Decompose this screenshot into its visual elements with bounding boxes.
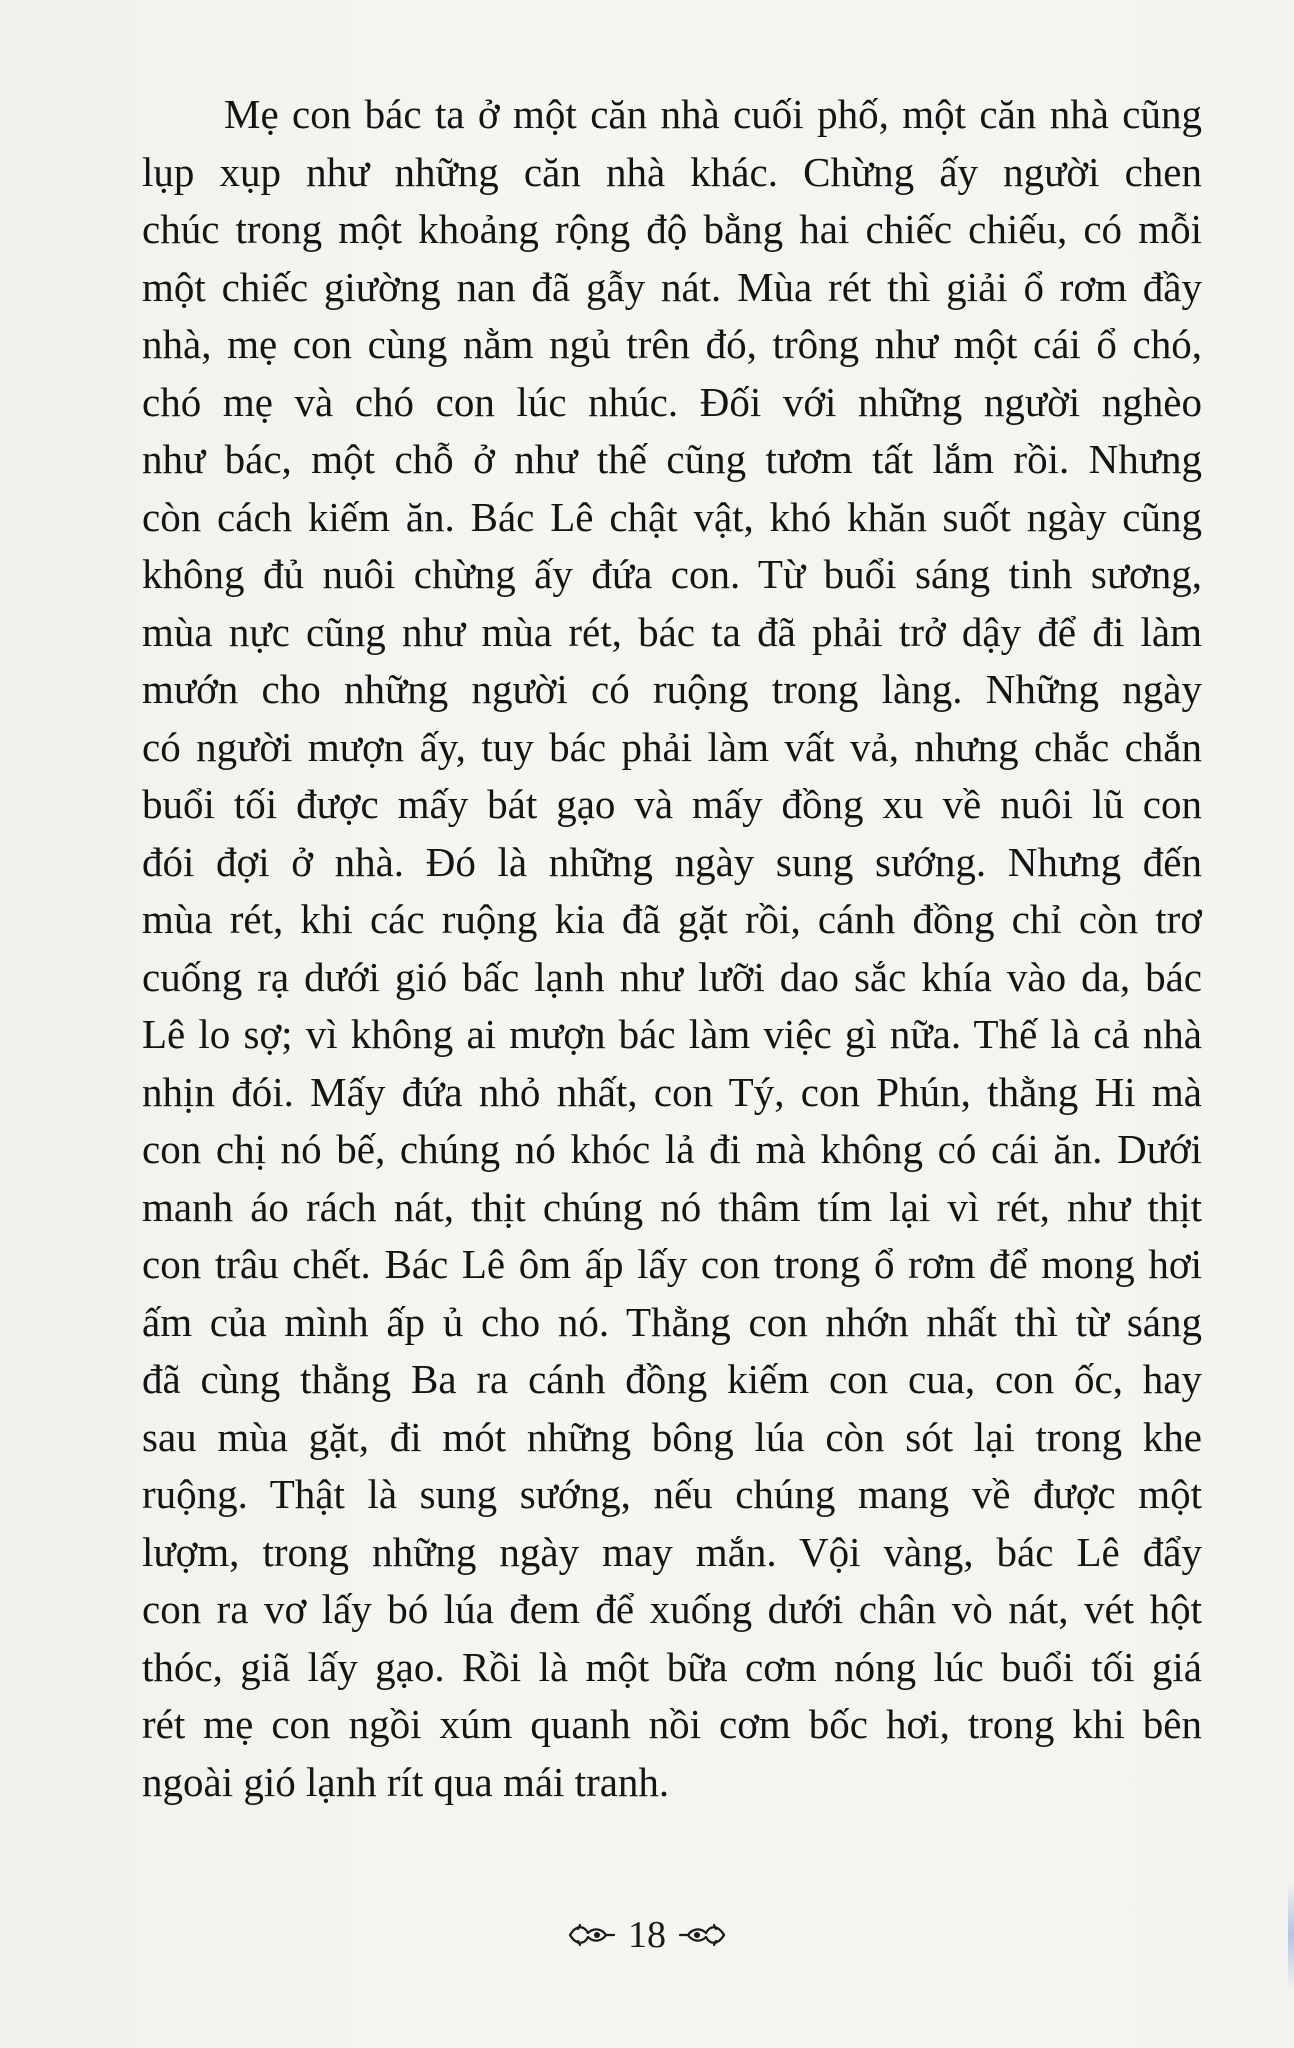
floral-ornament-icon bbox=[566, 1919, 618, 1951]
page-edge-highlight bbox=[1288, 1880, 1294, 1990]
text-line: ruộng. Thật là sung sướng, nếu chúng mang về được một bbox=[142, 1471, 1202, 1517]
text-line: nhà, mẹ con cùng nằm ngủ trên đó, trông như một cái ổ chó, bbox=[142, 321, 1202, 367]
text-line: mùa rét, khi các ruộng kia đã gặt rồi, cánh đồng chỉ còn trơ bbox=[142, 896, 1202, 942]
text-line: như bác, một chỗ ở như thế cũng tươm tất lắm rồi. Nhưng bbox=[142, 436, 1202, 482]
text-line: sau mùa gặt, đi mót những bông lúa còn sót lại trong khe bbox=[142, 1413, 1202, 1460]
text-line: thóc, giã lấy gạo. Rồi là một bữa cơm nóng lúc buổi tối giá bbox=[142, 1643, 1202, 1690]
text-line: manh áo rách nát, thịt chúng nó thâm tím lại vì rét, như thịt bbox=[142, 1183, 1202, 1230]
text-line: lụp xụp như những căn nhà khác. Chừng ấy người chen bbox=[142, 148, 1202, 195]
text-line: lượm, trong những ngày may mắn. Vội vàng, bác Lê đẩy bbox=[142, 1528, 1202, 1575]
text-line: Lê lo sợ; vì không ai mượn bác làm việc gì nữa. Thế là cả nhà bbox=[142, 1011, 1202, 1057]
text-line: có người mượn ấy, tuy bác phải làm vất vả, nhưng chắc chắn bbox=[142, 723, 1202, 770]
text-line: mướn cho những người có ruộng trong làng. Những ngày bbox=[142, 666, 1202, 712]
text-line: đói đợi ở nhà. Đó là những ngày sung sướng. Nhưng đến bbox=[142, 838, 1202, 885]
text-line: mùa nực cũng như mùa rét, bác ta đã phải trở dậy để đi làm bbox=[142, 608, 1202, 655]
text-line: chó mẹ và chó con lúc nhúc. Đối với những người nghèo bbox=[142, 378, 1202, 425]
text-line: con chị nó bế, chúng nó khóc lả đi mà không có cái ăn. Dưới bbox=[142, 1126, 1202, 1172]
text-line: một chiếc giường nan đã gẫy nát. Mùa rét thì giải ổ rơm đầy bbox=[142, 263, 1202, 310]
body-text bbox=[142, 86, 1202, 1811]
page-footer bbox=[0, 1910, 1294, 1960]
text-line: con trâu chết. Bác Lê ôm ấp lấy con trong ổ rơm để mong hơi bbox=[142, 1241, 1202, 1287]
page-number: 18 bbox=[628, 1914, 666, 1956]
text-line: cuống rạ dưới gió bấc lạnh như lưỡi dao sắc khía vào da, bác bbox=[142, 953, 1202, 1000]
text-line: đã cùng thằng Ba ra cánh đồng kiếm con cua, con ốc, hay bbox=[142, 1356, 1202, 1402]
text-line: ấm của mình ấp ủ cho nó. Thằng con nhớn nhất thì từ sáng bbox=[142, 1298, 1202, 1345]
floral-ornament-icon bbox=[676, 1919, 728, 1951]
text-line: rét mẹ con ngồi xúm quanh nồi cơm bốc hơi, trong khi bên bbox=[142, 1701, 1202, 1747]
text-line: còn cách kiếm ăn. Bác Lê chật vật, khó khăn suốt ngày cũng bbox=[142, 493, 1202, 540]
text-line: không đủ nuôi chừng ấy đứa con. Từ buổi sáng tinh sương, bbox=[142, 551, 1202, 597]
text-line: ngoài gió lạnh rít qua mái tranh. bbox=[142, 1758, 670, 1805]
text-line: Mẹ con bác ta ở một căn nhà cuối phố, một căn nhà cũng bbox=[224, 91, 1202, 137]
text-line: buổi tối được mấy bát gạo và mấy đồng xu về nuôi lũ con bbox=[142, 781, 1202, 827]
text-line: nhịn đói. Mấy đứa nhỏ nhất, con Tý, con Phún, thằng Hi mà bbox=[142, 1068, 1202, 1115]
text-line: chúc trong một khoảng rộng độ bằng hai chiếc chiếu, có mỗi bbox=[142, 206, 1202, 252]
text-line: con ra vơ lấy bó lúa đem để xuống dưới chân vò nát, vét hột bbox=[142, 1586, 1202, 1632]
